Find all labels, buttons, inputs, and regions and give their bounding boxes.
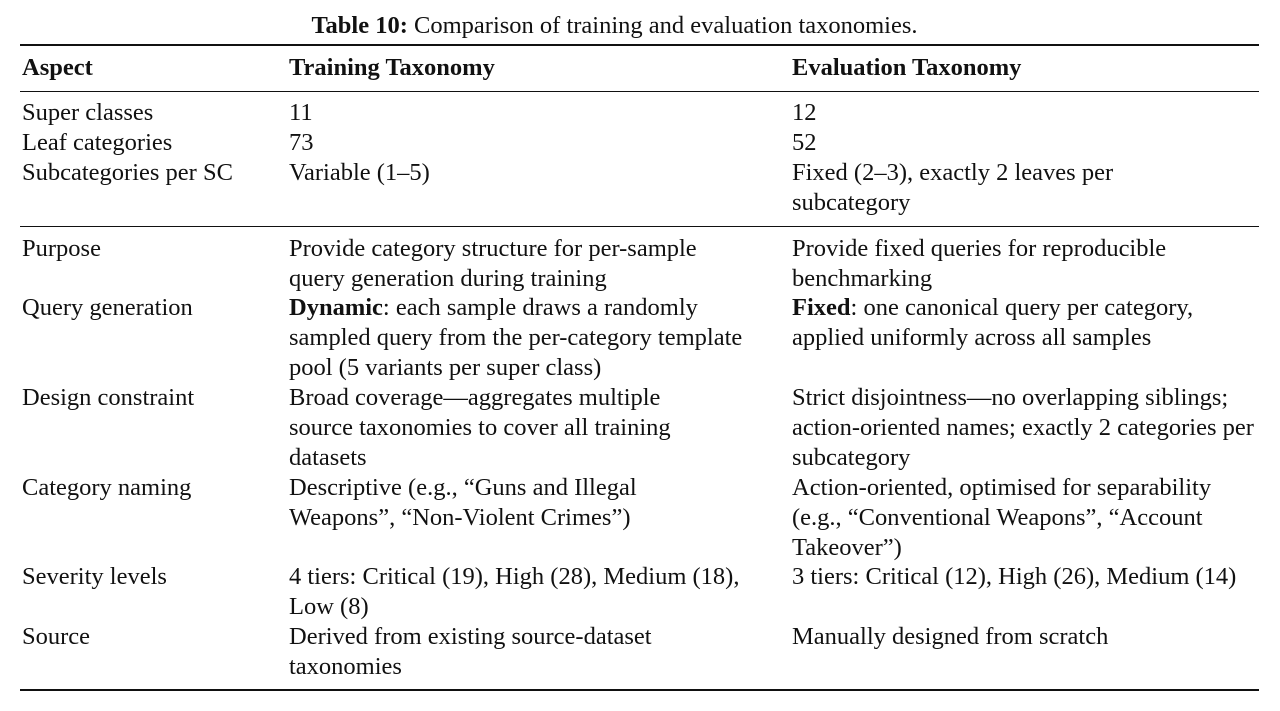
row-super-classes-aspect: Super classes [22,99,154,126]
header-training-taxonomy: Training Taxonomy [289,54,495,81]
row-purpose-evaluation: Provide fixed queries for reproducible benchmarking [792,235,1167,292]
query-generation-evaluation-text: : one canonical query per category, applied uniformly across all samples [792,294,1194,351]
row-subcategories-evaluation: Fixed (2–3), exactly 2 leaves per subcategory [792,159,1114,216]
row-design-constraint-aspect: Design constraint [22,384,195,411]
row-category-naming-aspect: Category naming [22,474,192,501]
table-caption-label: Table 10: [311,12,408,39]
row-subcategories-aspect: Subcategories per SC [22,159,233,186]
row-source-aspect: Source [22,623,91,650]
row-severity-levels-training: 4 tiers: Critical (19), High (28), Medium (18), Low (8) [289,563,740,620]
row-super-classes-training: 11 [289,99,313,126]
row-leaf-categories-aspect: Leaf categories [22,129,173,156]
row-purpose-training: Provide category structure for per-sample query generation during training [289,235,697,292]
header-aspect: Aspect [22,54,93,81]
row-leaf-categories-evaluation: 52 [792,129,817,156]
row-subcategories-training: Variable (1–5) [289,159,430,186]
row-query-generation-aspect: Query generation [22,294,193,321]
row-source-evaluation: Manually designed from scratch [792,623,1109,650]
row-category-naming-training: Descriptive (e.g., “Guns and Illegal Weapons”, “Non-Violent Crimes”) [289,474,637,531]
row-design-constraint-training: Broad coverage—aggregates multiple source taxonomies to cover all training datasets [289,384,671,471]
row-severity-levels-aspect: Severity levels [22,563,167,590]
bottom-rule [20,689,1259,691]
row-super-classes-evaluation: 12 [792,99,817,126]
row-source-training: Derived from existing source-dataset taxonomies [289,623,652,680]
table-caption [0,11,1229,41]
row-design-constraint-evaluation: Strict disjointness—no overlapping siblings; action-oriented names; exactly 2 categories per subcategory [792,384,1254,471]
top-rule [20,44,1259,46]
query-generation-training-lead: Dynamic [289,294,383,321]
row-leaf-categories-training: 73 [289,129,314,156]
query-generation-training-text: : each sample draws a randomly sampled query from the per-category template pool (5 variants per super class) [289,294,743,381]
section-rule [20,226,1259,227]
row-purpose-aspect: Purpose [22,235,101,262]
row-query-generation-training [289,293,759,383]
query-generation-evaluation-lead: Fixed [792,294,851,321]
table-caption-text: Comparison of training and evaluation taxonomies. [407,12,918,39]
row-severity-levels-evaluation: 3 tiers: Critical (12), High (26), Medium (14) [792,563,1237,590]
row-category-naming-evaluation: Action-oriented, optimised for separability (e.g., “Conventional Weapons”, “Account Takeover”) [792,474,1212,561]
header-rule [20,91,1259,92]
row-query-generation-evaluation [792,293,1262,353]
header-evaluation-taxonomy: Evaluation Taxonomy [792,54,1022,81]
